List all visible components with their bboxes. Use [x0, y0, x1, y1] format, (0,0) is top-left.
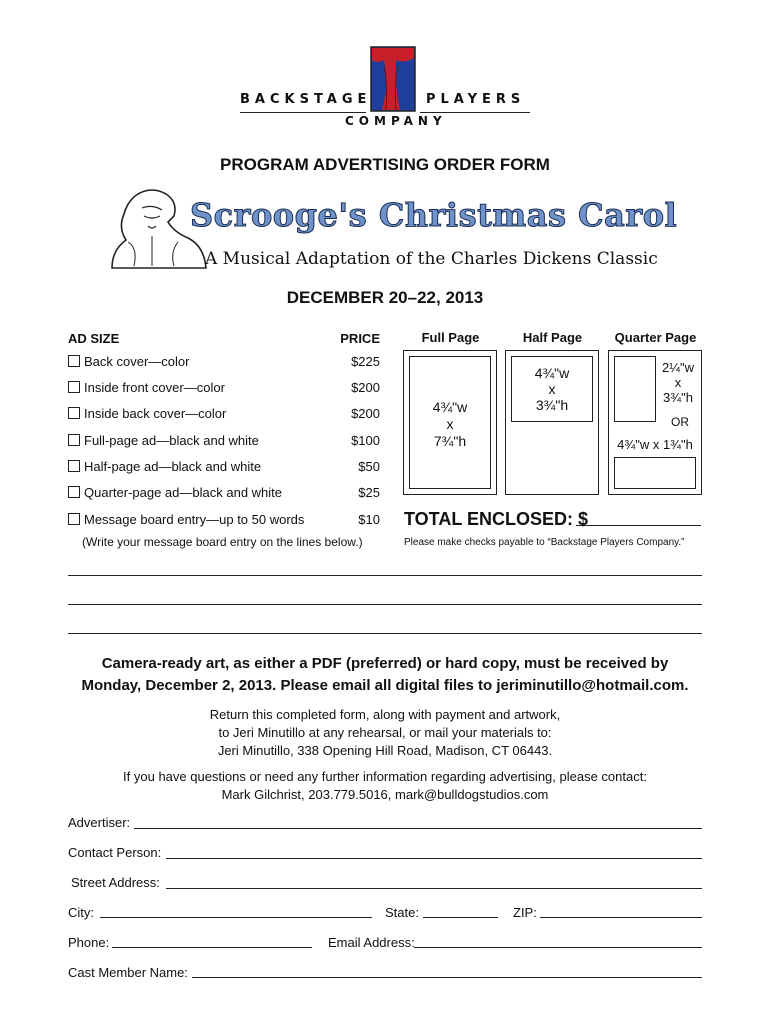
street-address-label: Street Address: [71, 875, 160, 890]
phone-input[interactable] [112, 947, 312, 948]
logo-left-word: BACKSTAGE [240, 92, 372, 107]
show-subtitle: A Musical Adaptation of the Charles Dickens Classic [205, 249, 658, 269]
full-page-dims [404, 399, 496, 450]
contact-line-2: Mark Gilchrist, 203.779.5016, mark@bulldogstudios.com [221, 787, 549, 802]
half-page-header: Half Page [522, 330, 583, 345]
ad-option-full-page[interactable] [68, 433, 380, 448]
ad-option-label: Half-page ad—black and white [84, 459, 262, 474]
show-dates: DECEMBER 20–22, 2013 [286, 288, 484, 307]
checks-payable-note: Please make checks payable to “Backstage Players Company.” [404, 537, 685, 548]
half-page-diagram [505, 350, 599, 495]
contact-person-input[interactable] [166, 858, 702, 859]
ad-option-back-cover[interactable] [68, 354, 380, 369]
email-input[interactable] [414, 947, 702, 948]
state-label: State: [385, 905, 419, 920]
quarter-page-diagram [608, 350, 702, 495]
ad-option-price: $200 [351, 380, 380, 395]
return-line-3: Jeri Minutillo, 338 Opening Hill Road, Madison, CT 06443. [217, 743, 553, 758]
ad-option-label: Full-page ad—black and white [84, 433, 259, 448]
ad-option-label: Back cover—color [84, 354, 190, 369]
quarter-page-x: x [674, 375, 682, 390]
checkbox[interactable] [68, 513, 80, 525]
full-page-header: Full Page [421, 330, 480, 345]
return-instructions [40, 706, 730, 760]
quarter-page-or: OR [671, 415, 689, 429]
half-page-height: 3¾"h [535, 397, 569, 413]
contact-person-label: Contact Person: [68, 845, 162, 860]
price-header: PRICE [340, 331, 380, 346]
ad-option-price: $50 [358, 459, 380, 474]
return-line-2: to Jeri Minutillo at any rehearsal, or mail your materials to: [218, 725, 552, 740]
street-address-input[interactable] [166, 888, 702, 889]
message-line-2[interactable] [68, 604, 702, 605]
ad-option-label: Message board entry—up to 50 words [84, 512, 305, 527]
email-label: Email Address: [328, 935, 415, 950]
checkbox[interactable] [68, 355, 80, 367]
checkbox[interactable] [68, 434, 80, 446]
quarter-page-horizontal-area [614, 457, 696, 489]
state-input[interactable] [423, 917, 498, 918]
quarter-page-width: 2¼"w [661, 360, 695, 375]
half-page-dims [506, 365, 598, 413]
ad-option-label: Quarter-page ad—black and white [84, 485, 283, 500]
phone-label: Phone: [68, 935, 110, 950]
deadline-text [40, 653, 730, 697]
ad-option-price: $10 [358, 512, 380, 527]
logo-rule-right [420, 112, 530, 113]
contact-instructions [40, 768, 730, 804]
zip-input[interactable] [540, 917, 702, 918]
checkbox[interactable] [68, 486, 80, 498]
curtain-emblem [370, 46, 416, 112]
message-line-1[interactable] [68, 575, 702, 576]
cast-member-label: Cast Member Name: [68, 965, 188, 980]
deadline-line-1: Camera-ready art, as either a PDF (preferred) or hard copy, must be received by [101, 655, 669, 672]
ad-size-header: AD SIZE [68, 331, 120, 346]
advertiser-input[interactable] [134, 828, 702, 829]
half-page-width: 4¾"w [534, 365, 570, 381]
checkbox[interactable] [68, 460, 80, 472]
quarter-page-alt-dims: 4¾"w x 1¾"h [617, 437, 693, 452]
zip-label: ZIP: [513, 905, 537, 920]
deadline-line-2: Monday, December 2, 2013. Please email all digital files to jeriminutillo@hotmail.com. [81, 677, 689, 694]
ad-option-label: Inside back cover—color [84, 406, 227, 421]
city-label: City: [68, 905, 94, 920]
full-page-x: x [446, 416, 454, 432]
message-line-3[interactable] [68, 633, 702, 634]
full-page-width: 4¾"w [432, 399, 468, 415]
checkbox[interactable] [68, 407, 80, 419]
checkbox[interactable] [68, 381, 80, 393]
return-line-1: Return this completed form, along with payment and artwork, [209, 707, 561, 722]
advertiser-label: Advertiser: [68, 815, 131, 830]
total-enclosed-label: TOTAL ENCLOSED: $ [404, 509, 589, 529]
message-board-note: (Write your message board entry on the lines below.) [82, 535, 363, 549]
ad-option-inside-front-cover[interactable] [68, 380, 380, 395]
ad-option-price: $100 [351, 433, 380, 448]
quarter-page-header: Quarter Page [614, 330, 697, 345]
full-page-height: 7¾"h [433, 433, 467, 449]
quarter-page-vertical-area [614, 356, 656, 422]
total-enclosed-input[interactable] [576, 525, 701, 526]
logo-right-word: PLAYERS [426, 92, 526, 107]
ad-option-inside-back-cover[interactable] [68, 406, 380, 421]
logo-bottom-word: COMPANY [345, 114, 447, 128]
ad-option-price: $200 [351, 406, 380, 421]
quarter-page-dims [653, 360, 703, 405]
ad-option-price: $25 [358, 485, 380, 500]
logo-rule-left [240, 112, 366, 113]
ad-option-price: $225 [351, 354, 380, 369]
contact-line-1: If you have questions or need any further information regarding advertising, please contact: [123, 769, 647, 784]
form-title: PROGRAM ADVERTISING ORDER FORM [220, 155, 550, 174]
full-page-diagram [403, 350, 497, 495]
ad-option-label: Inside front cover—color [84, 380, 225, 395]
half-page-x: x [548, 381, 556, 397]
ad-option-message-board[interactable] [68, 512, 380, 527]
ad-option-quarter-page[interactable] [68, 485, 380, 500]
quarter-page-height: 3¾"h [663, 390, 693, 405]
logo [0, 0, 770, 135]
city-input[interactable] [100, 917, 372, 918]
show-title: Scrooge's Christmas Carol [190, 196, 678, 234]
cast-member-input[interactable] [192, 977, 702, 978]
ad-option-half-page[interactable] [68, 459, 380, 474]
